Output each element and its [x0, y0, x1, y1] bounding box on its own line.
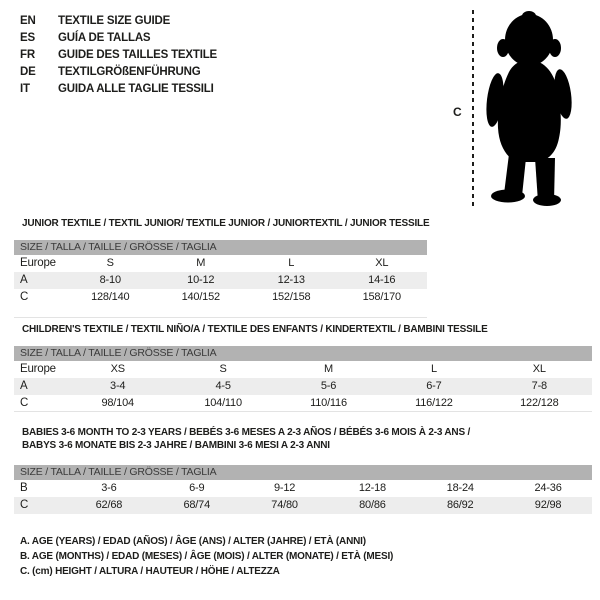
language-code: IT [20, 83, 30, 95]
size-cell: 9-12 [273, 482, 296, 494]
table-row [14, 395, 592, 412]
size-cell: 98/104 [101, 397, 134, 409]
table-row [14, 255, 427, 272]
table-row [14, 480, 592, 497]
note-age-years: A. AGE (YEARS) / EDAD (AÑOS) / ÂGE (ANS) / ALTER (JAHRE) / ETÀ (ANNI) [20, 536, 366, 547]
size-cell: 6-7 [426, 380, 442, 392]
language-code: DE [20, 66, 36, 78]
size-cell: 110/116 [310, 397, 347, 409]
table-title-line2: BABYS 3-6 MONATE BIS 2-3 JAHRE / BAMBINI 3-6 MESI A 2-3 ANNI [22, 440, 330, 451]
size-cell: 7-8 [531, 380, 547, 392]
row-label: C [20, 291, 29, 303]
size-cell: XL [532, 363, 546, 375]
size-cell: 158/170 [362, 291, 401, 303]
row-label: B [20, 482, 28, 494]
size-cell: 6-9 [189, 482, 205, 494]
table-row [14, 289, 427, 306]
size-cell: 152/158 [272, 291, 311, 303]
language-header [20, 13, 217, 98]
language-row-de [20, 64, 217, 81]
table-row [14, 272, 427, 289]
size-cell: 68/74 [183, 499, 210, 511]
table-row [14, 361, 592, 378]
language-label: GUIDE DES TAILLES TEXTILE [58, 49, 217, 61]
row-label: Europe [20, 363, 56, 375]
size-cell: 86/92 [446, 499, 474, 511]
table-title-line1: BABIES 3-6 MONTH TO 2-3 YEARS / BEBÉS 3-6 MESES A 2-3 AÑOS / BÉBÉS 3-6 MOIS À 2-3 ANS / [22, 427, 471, 438]
size-header-bar: SIZE / TALLA / TAILLE / GRÖSSE / TAGLIA [14, 240, 427, 255]
language-code: EN [20, 15, 36, 27]
size-header-bar: SIZE / TALLA / TAILLE / GRÖSSE / TAGLIA [14, 465, 592, 480]
size-cell: XL [375, 257, 389, 269]
size-cell: 122/128 [520, 397, 559, 409]
baby-silhouette-icon [483, 8, 575, 206]
size-cell: 104/110 [204, 397, 242, 409]
row-label: A [20, 274, 28, 286]
size-cell: 80/86 [359, 499, 386, 511]
size-cell: 3-4 [110, 380, 126, 392]
note-age-months: B. AGE (MONTHS) / EDAD (MESES) / ÂGE (MOIS) / ALTER (MONATE) / ETÀ (MESI) [20, 551, 394, 562]
size-cell: 62/68 [95, 499, 123, 511]
legend-notes [20, 534, 393, 579]
table-divider [14, 411, 592, 412]
note-height: C. (cm) HEIGHT / ALTURA / HAUTEUR / HÖHE / ALTEZZA [20, 566, 280, 577]
language-row-fr [20, 47, 217, 64]
table-title: JUNIOR TEXTILE / TEXTIL JUNIOR/ TEXTILE JUNIOR / JUNIORTEXTIL / JUNIOR TESSILE [22, 218, 430, 229]
table-row [14, 378, 592, 395]
size-cell: 8-10 [99, 274, 121, 286]
size-cell: 140/152 [181, 291, 220, 303]
language-code: ES [20, 32, 35, 44]
size-cell: 116/122 [415, 397, 453, 409]
junior-size-table [14, 218, 430, 306]
children-size-table [14, 324, 592, 412]
size-cell: S [219, 363, 227, 375]
size-cell: M [196, 257, 206, 269]
table-row [14, 497, 592, 514]
size-cell: L [430, 363, 437, 375]
language-label: GUÍA DE TALLAS [58, 32, 151, 44]
size-cell: 24-36 [534, 482, 562, 494]
size-cell: 4-5 [215, 380, 231, 392]
size-cell: 3-6 [101, 482, 117, 494]
size-cell: S [106, 257, 114, 269]
size-header-bar: SIZE / TALLA / TAILLE / GRÖSSE / TAGLIA [14, 346, 592, 361]
size-cell: 14-16 [368, 274, 396, 286]
row-label: C [20, 499, 29, 511]
size-cell: 18-24 [446, 482, 474, 494]
row-label: A [20, 380, 28, 392]
language-row-es [20, 30, 217, 47]
language-row-it [20, 81, 217, 98]
size-cell: M [324, 363, 333, 375]
language-code: FR [20, 49, 35, 61]
row-label: C [20, 397, 29, 409]
language-label: TEXTILE SIZE GUIDE [58, 15, 171, 27]
size-cell: 12-18 [358, 482, 386, 494]
size-cell: XS [110, 363, 125, 375]
height-dashed-line [472, 10, 474, 207]
language-row-en [20, 13, 217, 30]
size-cell: 128/140 [91, 291, 130, 303]
height-measure-label: C [453, 105, 462, 119]
size-cell: 92/98 [534, 499, 562, 511]
size-cell: 12-13 [277, 274, 305, 286]
language-label: GUIDA ALLE TAGLIE TESSILI [58, 83, 214, 95]
babies-size-table [14, 426, 592, 514]
table-divider [14, 317, 427, 318]
table-title: CHILDREN'S TEXTILE / TEXTIL NIÑO/A / TEXTILE DES ENFANTS / KINDERTEXTIL / BAMBINI TESSILE [22, 324, 488, 335]
size-cell: L [288, 257, 295, 269]
size-cell: 5-6 [320, 380, 337, 392]
row-label: Europe [20, 257, 56, 269]
size-cell: 10-12 [187, 274, 215, 286]
language-label: TEXTILGRÖßENFÜHRUNG [58, 66, 201, 78]
size-cell: 74/80 [271, 499, 298, 511]
